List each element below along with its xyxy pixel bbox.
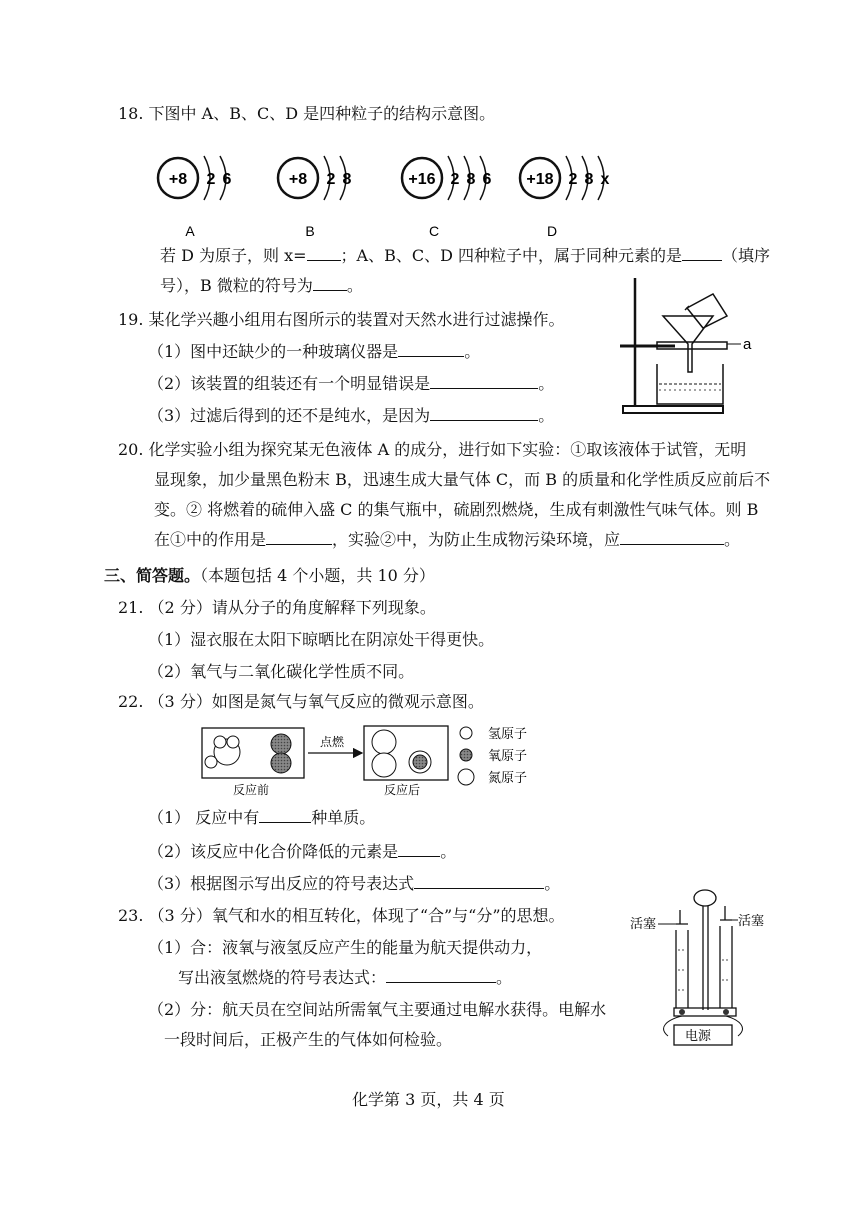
shell-electrons: 8 <box>584 171 594 188</box>
label-ignite: 点燃 <box>320 735 345 749</box>
shell-electrons: 8 <box>342 171 352 188</box>
atom-label: A <box>185 223 195 239</box>
label-after: 反应后 <box>384 783 421 797</box>
q20-line2: 显现象，加少量黑色粉末 B，迅速生成大量气体 C，而 B 的质量和化学性质反应前后不 <box>154 470 771 489</box>
q21-part2: （2）氧气与二氧化碳化学性质不同。 <box>148 662 415 681</box>
shell-electrons: 2 <box>206 171 216 188</box>
shell-electrons: 8 <box>466 171 476 188</box>
shell-electrons: 2 <box>326 171 336 188</box>
reaction-micro-diagram <box>196 720 546 798</box>
label-valve-left: 活塞 <box>630 916 657 931</box>
nucleus-charge: +18 <box>526 171 554 188</box>
q23-part2: （2）分：航天员在空间站所需氧气主要通过电解水获得。电解水 <box>148 1000 607 1019</box>
shell-electrons: x <box>600 171 610 188</box>
legend-n: 氮原子 <box>488 770 528 785</box>
nucleus-charge: +8 <box>288 171 308 188</box>
nucleus-charge: +8 <box>168 171 188 188</box>
label-valve-right: 活塞 <box>738 913 765 928</box>
q18-line1: 若 D 为原子，则 x= ；A、B、C、D 四种粒子中，属于同种元素的是 （填序 <box>160 246 771 265</box>
section-3-heading: 三、简答题。（本题包括 4 个小题，共 10 分） <box>104 566 435 585</box>
atom-B <box>278 156 352 239</box>
q19-part1: （1）图中还缺少的一种玻璃仪器是 。 <box>148 342 481 361</box>
nucleus-charge: +16 <box>408 171 436 188</box>
shell-electrons: 2 <box>568 171 578 188</box>
atom-C <box>402 156 492 239</box>
q23-part1: （1）合：液氧与液氢反应产生的能量为航天提供动力， <box>148 938 543 957</box>
atom-label: D <box>546 223 558 239</box>
q19-part3: （3）过滤后得到的还不是纯水，是因为 。 <box>148 406 555 425</box>
filtration-apparatus-figure <box>615 272 760 417</box>
label-before: 反应前 <box>233 783 270 797</box>
shell-electrons: 6 <box>222 171 232 188</box>
q23-part1-line2: 写出液氢燃烧的符号表达式： 。 <box>178 968 513 987</box>
q23-part2-line2: 一段时间后，正极产生的气体如何检验。 <box>164 1030 453 1049</box>
page-footer: 化学第 3 页，共 4 页 <box>352 1090 505 1109</box>
q22-part3: （3）根据图示写出反应的符号表达式 。 <box>148 874 561 893</box>
q18-stem: 18. 下图中 A、B、C、D 是四种粒子的结构示意图。 <box>118 104 496 123</box>
legend-h: 氢原子 <box>488 726 528 741</box>
q22-part1: （1） 反应中有 种单质。 <box>148 808 376 827</box>
shell-electrons: 6 <box>482 171 492 188</box>
q19-part2: （2）该装置的组装还有一个明显错误是 。 <box>148 374 555 393</box>
q20-line4: 在①中的作用是 ，实验②中，为防止生成物污染环境，应 。 <box>154 530 741 549</box>
label-power: 电源 <box>685 1028 712 1043</box>
q20-line3: 变。② 将燃着的硫伸入盛 C 的集气瓶中，硫剧烈燃烧，生成有刺激性气味气体。则 B <box>154 500 759 519</box>
label-a: a <box>743 336 752 353</box>
q22-stem: 22. （3 分）如图是氮气与氧气反应的微观示意图。 <box>118 692 484 711</box>
legend-o: 氧原子 <box>488 748 528 763</box>
atom-D <box>520 156 610 239</box>
atom-A <box>158 156 232 239</box>
q20-line1: 20. 化学实验小组为探究某无色液体 A 的成分，进行如下实验：①取该液体于试管，无明 <box>118 440 747 459</box>
atom-label: C <box>428 223 440 239</box>
atom-label: B <box>305 223 315 239</box>
shell-electrons: 2 <box>450 171 460 188</box>
q21-part1: （1）湿衣服在太阳下晾晒比在阴凉处干得更快。 <box>148 630 495 649</box>
atom-structure-diagrams <box>150 148 650 243</box>
electrolysis-apparatus-figure <box>628 880 768 1050</box>
q18-line2: 号），B 微粒的符号为 。 <box>160 276 363 295</box>
q22-part2: （2）该反应中化合价降低的元素是 。 <box>148 842 457 861</box>
q23-stem: 23. （3 分）氧气和水的相互转化，体现了“合”与“分”的思想。 <box>118 906 565 925</box>
q19-stem: 19. 某化学兴趣小组用右图所示的装置对天然水进行过滤操作。 <box>118 310 565 329</box>
q21-stem: 21. （2 分）请从分子的角度解释下列现象。 <box>118 598 436 617</box>
